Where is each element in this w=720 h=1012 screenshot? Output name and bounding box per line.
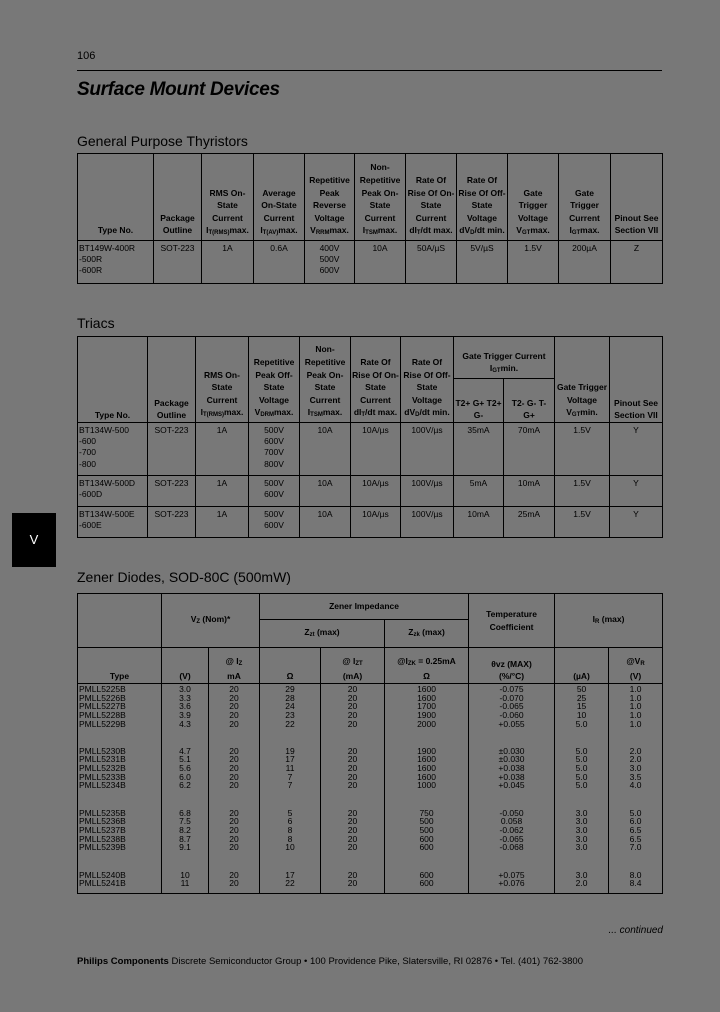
zener-zzk-value: 1700 [417, 701, 436, 712]
thy-col-it-av: Average On-State Current IT(AV)max. [254, 154, 305, 241]
zener-type-value: PMLL5226B [79, 692, 126, 703]
zener-izt-value: 20 [347, 710, 358, 721]
zen-unit-v: (V) [162, 648, 209, 684]
zener-vr-value: 3.0 [629, 762, 642, 773]
tri-itsm: 10A [300, 476, 351, 507]
zener-zzk-value: 600 [419, 842, 434, 853]
zener-tc-value: -0.075 [499, 684, 524, 694]
zener-vr-value: 8.0 [629, 869, 642, 880]
zener-ir-value: 10 [576, 710, 587, 721]
zener-izt-value: 20 [347, 684, 358, 694]
zener-zzt-cell [260, 684, 321, 746]
zener-heading: Zener Diodes, SOD-80C (500mW) [77, 569, 291, 585]
zener-zzt-value: 28 [285, 692, 295, 703]
thy-col-itsm: Non-Repetitive Peak On-State Current ITSMmax. [355, 154, 406, 241]
zener-zzk-value: 500 [419, 816, 434, 827]
zener-zzk-value: 1600 [417, 771, 436, 782]
zener-ir-value: 3.0 [575, 816, 588, 827]
thy-itsm: 10A [355, 241, 406, 284]
tri-vgt: 1.5V [555, 423, 610, 476]
zener-header-row-1 [78, 594, 663, 620]
zener-tc-value: +0.038 [498, 762, 525, 773]
table-row [78, 423, 663, 476]
thy-igt: 200µA [559, 241, 611, 284]
zener-zzt-value: 29 [285, 684, 295, 694]
zener-iz-value: 20 [229, 692, 239, 703]
zener-zzt-value: 23 [285, 710, 295, 721]
zener-zzt-value: 8 [287, 833, 293, 844]
tri-itsm: 10A [300, 423, 351, 476]
table-row [78, 241, 663, 284]
thy-col-package: Package Outline [154, 154, 202, 241]
zener-tc-value: 0.058 [500, 816, 523, 827]
zener-izt-value: 20 [347, 842, 358, 853]
continued-note: ... continued [608, 925, 663, 936]
tri-col-dit-dt: Rate Of Rise Of On-State Current dIT/dt max. [351, 337, 401, 423]
zener-zzk-value: 500 [419, 824, 434, 835]
zener-vr-value: 1.0 [629, 710, 642, 721]
zener-ir-value: 3.0 [575, 824, 588, 835]
zener-zzk-value: 2000 [417, 718, 436, 729]
zener-type-value: PMLL5230B [79, 745, 126, 756]
top-rule [77, 70, 662, 71]
tri-dvd-dt: 100V/µs [401, 423, 454, 476]
zener-row-group [78, 870, 663, 894]
tri-vgt: 1.5V [555, 476, 610, 507]
tri-gt-a: 10mA [454, 507, 504, 538]
zener-vz-value: 3.9 [179, 710, 191, 721]
thy-col-it-rms: RMS On-State Current IT(RMS)max. [202, 154, 254, 241]
zener-tc-value: ±0.030 [498, 754, 525, 765]
zener-type-value: PMLL5229B [79, 718, 126, 729]
zener-type-value: PMLL5237B [79, 824, 126, 835]
zener-tc-value: -0.060 [499, 710, 524, 721]
zener-tc-cell [469, 870, 555, 894]
thyristors-header-row [78, 154, 663, 241]
footer-company: Philips Components [77, 956, 169, 967]
zener-vz-value: 3.6 [179, 701, 191, 712]
zener-ir-cell [555, 746, 609, 808]
zener-iz-cell [209, 684, 260, 746]
zener-zzt-value: 24 [285, 701, 295, 712]
footer-text: Discrete Semiconductor Group • 100 Providence Pike, Slatersville, RI 02876 • Tel. (401) 762-3800 [171, 956, 583, 967]
zener-vr-cell [609, 870, 663, 894]
zener-zzk-cell [385, 870, 469, 894]
zener-zzk-cell [385, 746, 469, 808]
zener-zzt-value: 19 [285, 745, 295, 756]
zener-zzk-value: 600 [419, 833, 434, 844]
zener-vr-value: 1.0 [629, 718, 642, 729]
zener-izt-value: 20 [347, 869, 358, 880]
tri-col-package: Package Outline [148, 337, 196, 423]
thy-col-vrrm: Repetitive Peak Reverse Voltage VRRMmax. [305, 154, 355, 241]
zener-ir-value: 5.0 [575, 745, 588, 756]
zener-type-value: PMLL5236B [79, 816, 126, 827]
zener-vr-value: 4.0 [629, 780, 642, 791]
zener-ir-value: 3.0 [575, 807, 588, 818]
tri-type: BT134W-500E -600E [78, 507, 148, 538]
tri-pinout: Y [610, 507, 663, 538]
zener-vr-value: 6.0 [629, 816, 642, 827]
zener-vz-value: 4.3 [179, 718, 191, 729]
table-row [78, 507, 663, 538]
zener-vz-value: 6.0 [179, 771, 191, 782]
zener-type-value: PMLL5238B [79, 833, 126, 844]
zener-iz-value: 20 [229, 771, 239, 782]
zener-zzt-value: 17 [285, 754, 295, 765]
zener-tc-value: ±0.030 [498, 745, 525, 756]
zener-type-value: PMLL5241B [79, 878, 126, 889]
zener-vz-value: 5.1 [179, 754, 191, 765]
zener-vr-cell [609, 746, 663, 808]
zener-iz-value: 20 [229, 701, 239, 712]
zener-type-cell [78, 684, 162, 746]
zener-type-cell [78, 808, 162, 870]
tri-type: BT134W-500 -600 -700 -800 [78, 423, 148, 476]
zener-tc-cell [469, 808, 555, 870]
zener-vr-value: 2.0 [629, 754, 642, 765]
zener-tc-value: -0.070 [499, 692, 524, 703]
zener-vr-value: 1.0 [629, 684, 642, 694]
thy-vrrm: 400V 500V 600V [305, 241, 355, 284]
zener-izt-value: 20 [347, 878, 358, 889]
zener-iz-value: 20 [229, 824, 239, 835]
thy-col-igt: Gate Trigger Current IGTmax. [559, 154, 611, 241]
zener-tc-value: -0.062 [499, 824, 524, 835]
zen-col-vz: VZ (Nom)* [162, 594, 260, 648]
page-number: 106 [77, 50, 96, 62]
tri-col-dvd-dt: Rate Of Rise Of Off-State Voltage dVD/dt min. [401, 337, 454, 423]
zener-vz-value: 8.2 [179, 824, 191, 835]
triacs-table [77, 336, 663, 538]
zener-ir-value: 5.0 [575, 771, 588, 782]
thyristors-table [77, 153, 663, 284]
zener-type-cell [78, 870, 162, 894]
zener-zzk-value: 1000 [417, 780, 436, 791]
zener-iz-value: 20 [229, 745, 239, 756]
zener-iz-cell [209, 808, 260, 870]
tri-col-type: Type No. [78, 337, 148, 423]
thy-pinout: Z [611, 241, 663, 284]
zen-col-at-izk: @IZK = 0.25mA Ω [385, 648, 469, 684]
zen-col-type: Type [78, 648, 162, 684]
tri-itsm: 10A [300, 507, 351, 538]
zener-zzt-cell [260, 870, 321, 894]
zener-zzk-value: 1600 [417, 754, 436, 765]
tri-gt-a: 5mA [454, 476, 504, 507]
zener-zzk-value: 1900 [417, 710, 436, 721]
thy-it-rms: 1A [202, 241, 254, 284]
zener-vz-value: 3.3 [179, 692, 191, 703]
zener-vr-value: 7.0 [629, 842, 642, 853]
zener-tc-value: +0.075 [498, 869, 525, 880]
zener-ir-value: 15 [576, 701, 587, 712]
zener-zzt-value: 11 [285, 762, 295, 773]
thy-col-type: Type No. [78, 154, 154, 241]
zen-col-at-iz: @ IZ mA [209, 648, 260, 684]
tri-type: BT134W-500D -600D [78, 476, 148, 507]
zener-zzt-value: 8 [287, 824, 293, 835]
zener-ir-value: 25 [576, 692, 587, 703]
zener-vz-cell [162, 808, 209, 870]
zener-type-value: PMLL5232B [79, 762, 126, 773]
zener-ir-cell [555, 684, 609, 746]
zener-vr-value: 6.5 [629, 833, 642, 844]
zener-tc-value: -0.068 [499, 842, 524, 853]
zen-col-ir: IR (max) [555, 594, 663, 648]
zen-header-blank [78, 594, 162, 648]
tri-package: SOT-223 [148, 507, 196, 538]
zener-type-value: PMLL5235B [79, 807, 126, 818]
zener-tc-value: +0.045 [498, 780, 525, 791]
zener-ir-value: 3.0 [575, 869, 588, 880]
zener-ir-value: 50 [576, 684, 587, 694]
zener-header-row-3 [78, 648, 663, 684]
thy-vgt: 1.5V [508, 241, 559, 284]
zen-col-zzt: Zzt (max) [260, 620, 385, 648]
tri-dit-dt: 10A/µs [351, 476, 401, 507]
zener-izt-cell [321, 808, 385, 870]
zener-ir-value: 3.0 [575, 833, 588, 844]
thy-col-pinout: Pinout See Section VII [611, 154, 663, 241]
zener-izt-value: 20 [347, 718, 358, 729]
tri-dvd-dt: 100V/µs [401, 476, 454, 507]
zener-zzk-value: 1600 [417, 684, 436, 694]
thy-col-dvd-dt: Rate Of Rise Of Off-State Voltage dVD/dt min. [457, 154, 508, 241]
zener-izt-value: 20 [347, 816, 358, 827]
zener-zzk-value: 1600 [417, 692, 436, 703]
zener-vr-value: 1.0 [629, 692, 642, 703]
zener-vr-cell [609, 684, 663, 746]
zen-col-at-vr: @VR (V) [609, 648, 663, 684]
zener-tc-cell [469, 746, 555, 808]
zener-row-group [78, 684, 663, 746]
zener-tc-value: -0.050 [499, 807, 524, 818]
zener-tc-value: -0.065 [499, 833, 524, 844]
thy-type: BT149W-400R -500R -600R [78, 241, 154, 284]
zen-col-thvz: θvz (MAX) (%/°C) [469, 648, 555, 684]
tri-gt-a: 35mA [454, 423, 504, 476]
zener-ir-value: 3.0 [575, 842, 588, 853]
zener-vz-value: 9.1 [179, 842, 191, 853]
zener-ir-cell [555, 870, 609, 894]
zener-izt-value: 20 [347, 771, 358, 782]
tri-pinout: Y [610, 423, 663, 476]
zener-type-value: PMLL5234B [79, 780, 126, 791]
tri-col-gt-b: T2- G- T- G+ [504, 379, 555, 423]
tri-vgt: 1.5V [555, 507, 610, 538]
zener-izt-cell [321, 746, 385, 808]
footer [77, 956, 583, 967]
tri-gt-b: 25mA [504, 507, 555, 538]
thy-col-dit-dt: Rate Of Rise Of On-State Current dIT/dt max. [406, 154, 457, 241]
zener-vz-value: 6.8 [179, 807, 191, 818]
zener-izt-value: 20 [347, 754, 358, 765]
tri-col-pinout: Pinout See Section VII [610, 337, 663, 423]
zener-vz-value: 10 [180, 869, 190, 880]
zen-col-temp-coeff: Temperature Coefficient [469, 594, 555, 648]
thy-package: SOT-223 [154, 241, 202, 284]
table-row [78, 476, 663, 507]
zener-type-value: PMLL5240B [79, 869, 126, 880]
zener-iz-cell [209, 870, 260, 894]
zener-type-value: PMLL5233B [79, 771, 126, 782]
zener-zzt-value: 6 [287, 816, 293, 827]
zener-ir-value: 5.0 [575, 762, 588, 773]
tri-it-rms: 1A [196, 423, 249, 476]
zener-vr-value: 6.5 [629, 824, 642, 835]
zener-vr-cell [609, 808, 663, 870]
tri-vdrm: 500V 600V [249, 507, 300, 538]
zener-iz-value: 20 [229, 833, 239, 844]
zener-zzt-cell [260, 746, 321, 808]
zener-tc-value: +0.076 [498, 878, 525, 889]
zener-zzt-cell [260, 808, 321, 870]
zener-zzk-value: 600 [419, 878, 434, 889]
page-title: Surface Mount Devices [77, 79, 280, 100]
zener-vz-value: 8.7 [179, 833, 191, 844]
triacs-heading: Triacs [77, 315, 115, 331]
zener-iz-cell [209, 746, 260, 808]
zener-table [77, 593, 663, 894]
thy-dvd-dt: 5V/µS [457, 241, 508, 284]
zener-iz-value: 20 [229, 718, 239, 729]
zener-zzk-cell [385, 684, 469, 746]
zener-body [78, 684, 663, 894]
zen-col-impedance: Zener Impedance [260, 594, 469, 620]
zener-type-value: PMLL5227B [79, 701, 126, 712]
zener-type-value: PMLL5228B [79, 710, 126, 721]
zener-iz-value: 20 [229, 762, 239, 773]
tri-col-gate-trigger-current: Gate Trigger Current IGTmin. [454, 337, 555, 379]
thy-it-av: 0.6A [254, 241, 305, 284]
zener-vr-value: 2.0 [629, 745, 642, 756]
zener-iz-value: 20 [229, 684, 239, 694]
zener-ir-value: 5.0 [575, 754, 588, 765]
zener-izt-value: 20 [347, 701, 358, 712]
zener-vz-cell [162, 684, 209, 746]
tri-package: SOT-223 [148, 476, 196, 507]
zener-type-value: PMLL5239B [79, 842, 126, 853]
tri-it-rms: 1A [196, 507, 249, 538]
zener-vr-value: 8.4 [629, 878, 642, 889]
zener-iz-value: 20 [229, 780, 239, 791]
zener-izt-value: 20 [347, 745, 358, 756]
zener-zzk-value: 600 [419, 869, 434, 880]
tri-package: SOT-223 [148, 423, 196, 476]
zener-ir-value: 5.0 [575, 780, 588, 791]
zener-tc-value: +0.038 [498, 771, 525, 782]
zener-vz-value: 3.0 [179, 684, 191, 694]
zener-type-value: PMLL5225B [79, 684, 126, 694]
zener-vr-value: 5.0 [629, 807, 642, 818]
zener-zzt-value: 22 [285, 718, 295, 729]
zener-zzk-cell [385, 808, 469, 870]
zener-vr-value: 3.5 [629, 771, 642, 782]
zener-ir-value: 2.0 [575, 878, 588, 889]
zener-izt-value: 20 [347, 692, 358, 703]
zener-vz-value: 6.2 [179, 780, 191, 791]
tri-col-itsm: Non-Repetitive Peak On-State Current ITSMmax. [300, 337, 351, 423]
zener-vz-value: 11 [180, 878, 190, 889]
zener-iz-value: 20 [229, 816, 239, 827]
zener-izt-value: 20 [347, 833, 358, 844]
zener-ir-value: 5.0 [575, 718, 588, 729]
zener-iz-value: 20 [229, 869, 239, 880]
zener-izt-value: 20 [347, 780, 358, 791]
tri-gt-b: 70mA [504, 423, 555, 476]
zener-zzk-value: 1600 [417, 762, 436, 773]
zener-zzt-value: 5 [287, 807, 293, 818]
zener-vz-cell [162, 746, 209, 808]
zener-zzt-value: 10 [285, 842, 295, 853]
section-tab: V [12, 513, 56, 567]
zener-type-value: PMLL5231B [79, 754, 126, 765]
thyristors-heading: General Purpose Thyristors [77, 133, 248, 149]
zener-ir-cell [555, 808, 609, 870]
tri-col-vdrm: Repetitive Peak Off-State Voltage VDRMmax. [249, 337, 300, 423]
zener-vz-value: 7.5 [179, 816, 191, 827]
zener-zzt-value: 7 [287, 780, 293, 791]
tri-col-it-rms: RMS On-State Current IT(RMS)max. [196, 337, 249, 423]
tri-gt-b: 10mA [504, 476, 555, 507]
zener-izt-value: 20 [347, 824, 358, 835]
zener-row-group [78, 808, 663, 870]
zener-tc-value: +0.055 [498, 718, 525, 729]
zener-izt-value: 20 [347, 762, 358, 773]
zener-zzk-value: 1900 [417, 745, 436, 756]
zener-iz-value: 20 [229, 807, 239, 818]
zen-col-at-izt: @ IZT (mA) [321, 648, 385, 684]
zener-izt-cell [321, 684, 385, 746]
zen-unit-ohm-1: Ω [260, 648, 321, 684]
zener-izt-cell [321, 870, 385, 894]
zener-zzt-value: 22 [285, 878, 295, 889]
zener-vz-value: 5.6 [179, 762, 191, 773]
zener-zzt-value: 7 [287, 771, 293, 782]
zener-zzt-value: 17 [285, 869, 295, 880]
zener-iz-value: 20 [229, 754, 239, 765]
tri-col-gt-a: T2+ G+ T2+ G- [454, 379, 504, 423]
tri-col-vgt: Gate Trigger Voltage VGTmin. [555, 337, 610, 423]
tri-dvd-dt: 100V/µs [401, 507, 454, 538]
zener-vz-cell [162, 870, 209, 894]
zener-type-cell [78, 746, 162, 808]
zener-vz-value: 4.7 [179, 745, 191, 756]
zen-col-zzk: Zzk (max) [385, 620, 469, 648]
zen-unit-ua: (µA) [555, 648, 609, 684]
triacs-header-row-1 [78, 337, 663, 379]
tri-dit-dt: 10A/µs [351, 423, 401, 476]
zener-iz-value: 20 [229, 710, 239, 721]
zener-tc-value: -0.065 [499, 701, 524, 712]
zener-vr-value: 1.0 [629, 701, 642, 712]
zener-tc-cell [469, 684, 555, 746]
tri-vdrm: 500V 600V [249, 476, 300, 507]
thy-col-vgt: Gate Trigger Voltage VGTmax. [508, 154, 559, 241]
tri-dit-dt: 10A/µs [351, 507, 401, 538]
zener-zzk-value: 750 [419, 807, 434, 818]
zener-iz-value: 20 [229, 842, 239, 853]
zener-izt-value: 20 [347, 807, 358, 818]
zener-row-group [78, 746, 663, 808]
zener-iz-value: 20 [229, 878, 239, 889]
thy-dit-dt: 50A/µS [406, 241, 457, 284]
tri-pinout: Y [610, 476, 663, 507]
tri-vdrm: 500V 600V 700V 800V [249, 423, 300, 476]
tri-it-rms: 1A [196, 476, 249, 507]
